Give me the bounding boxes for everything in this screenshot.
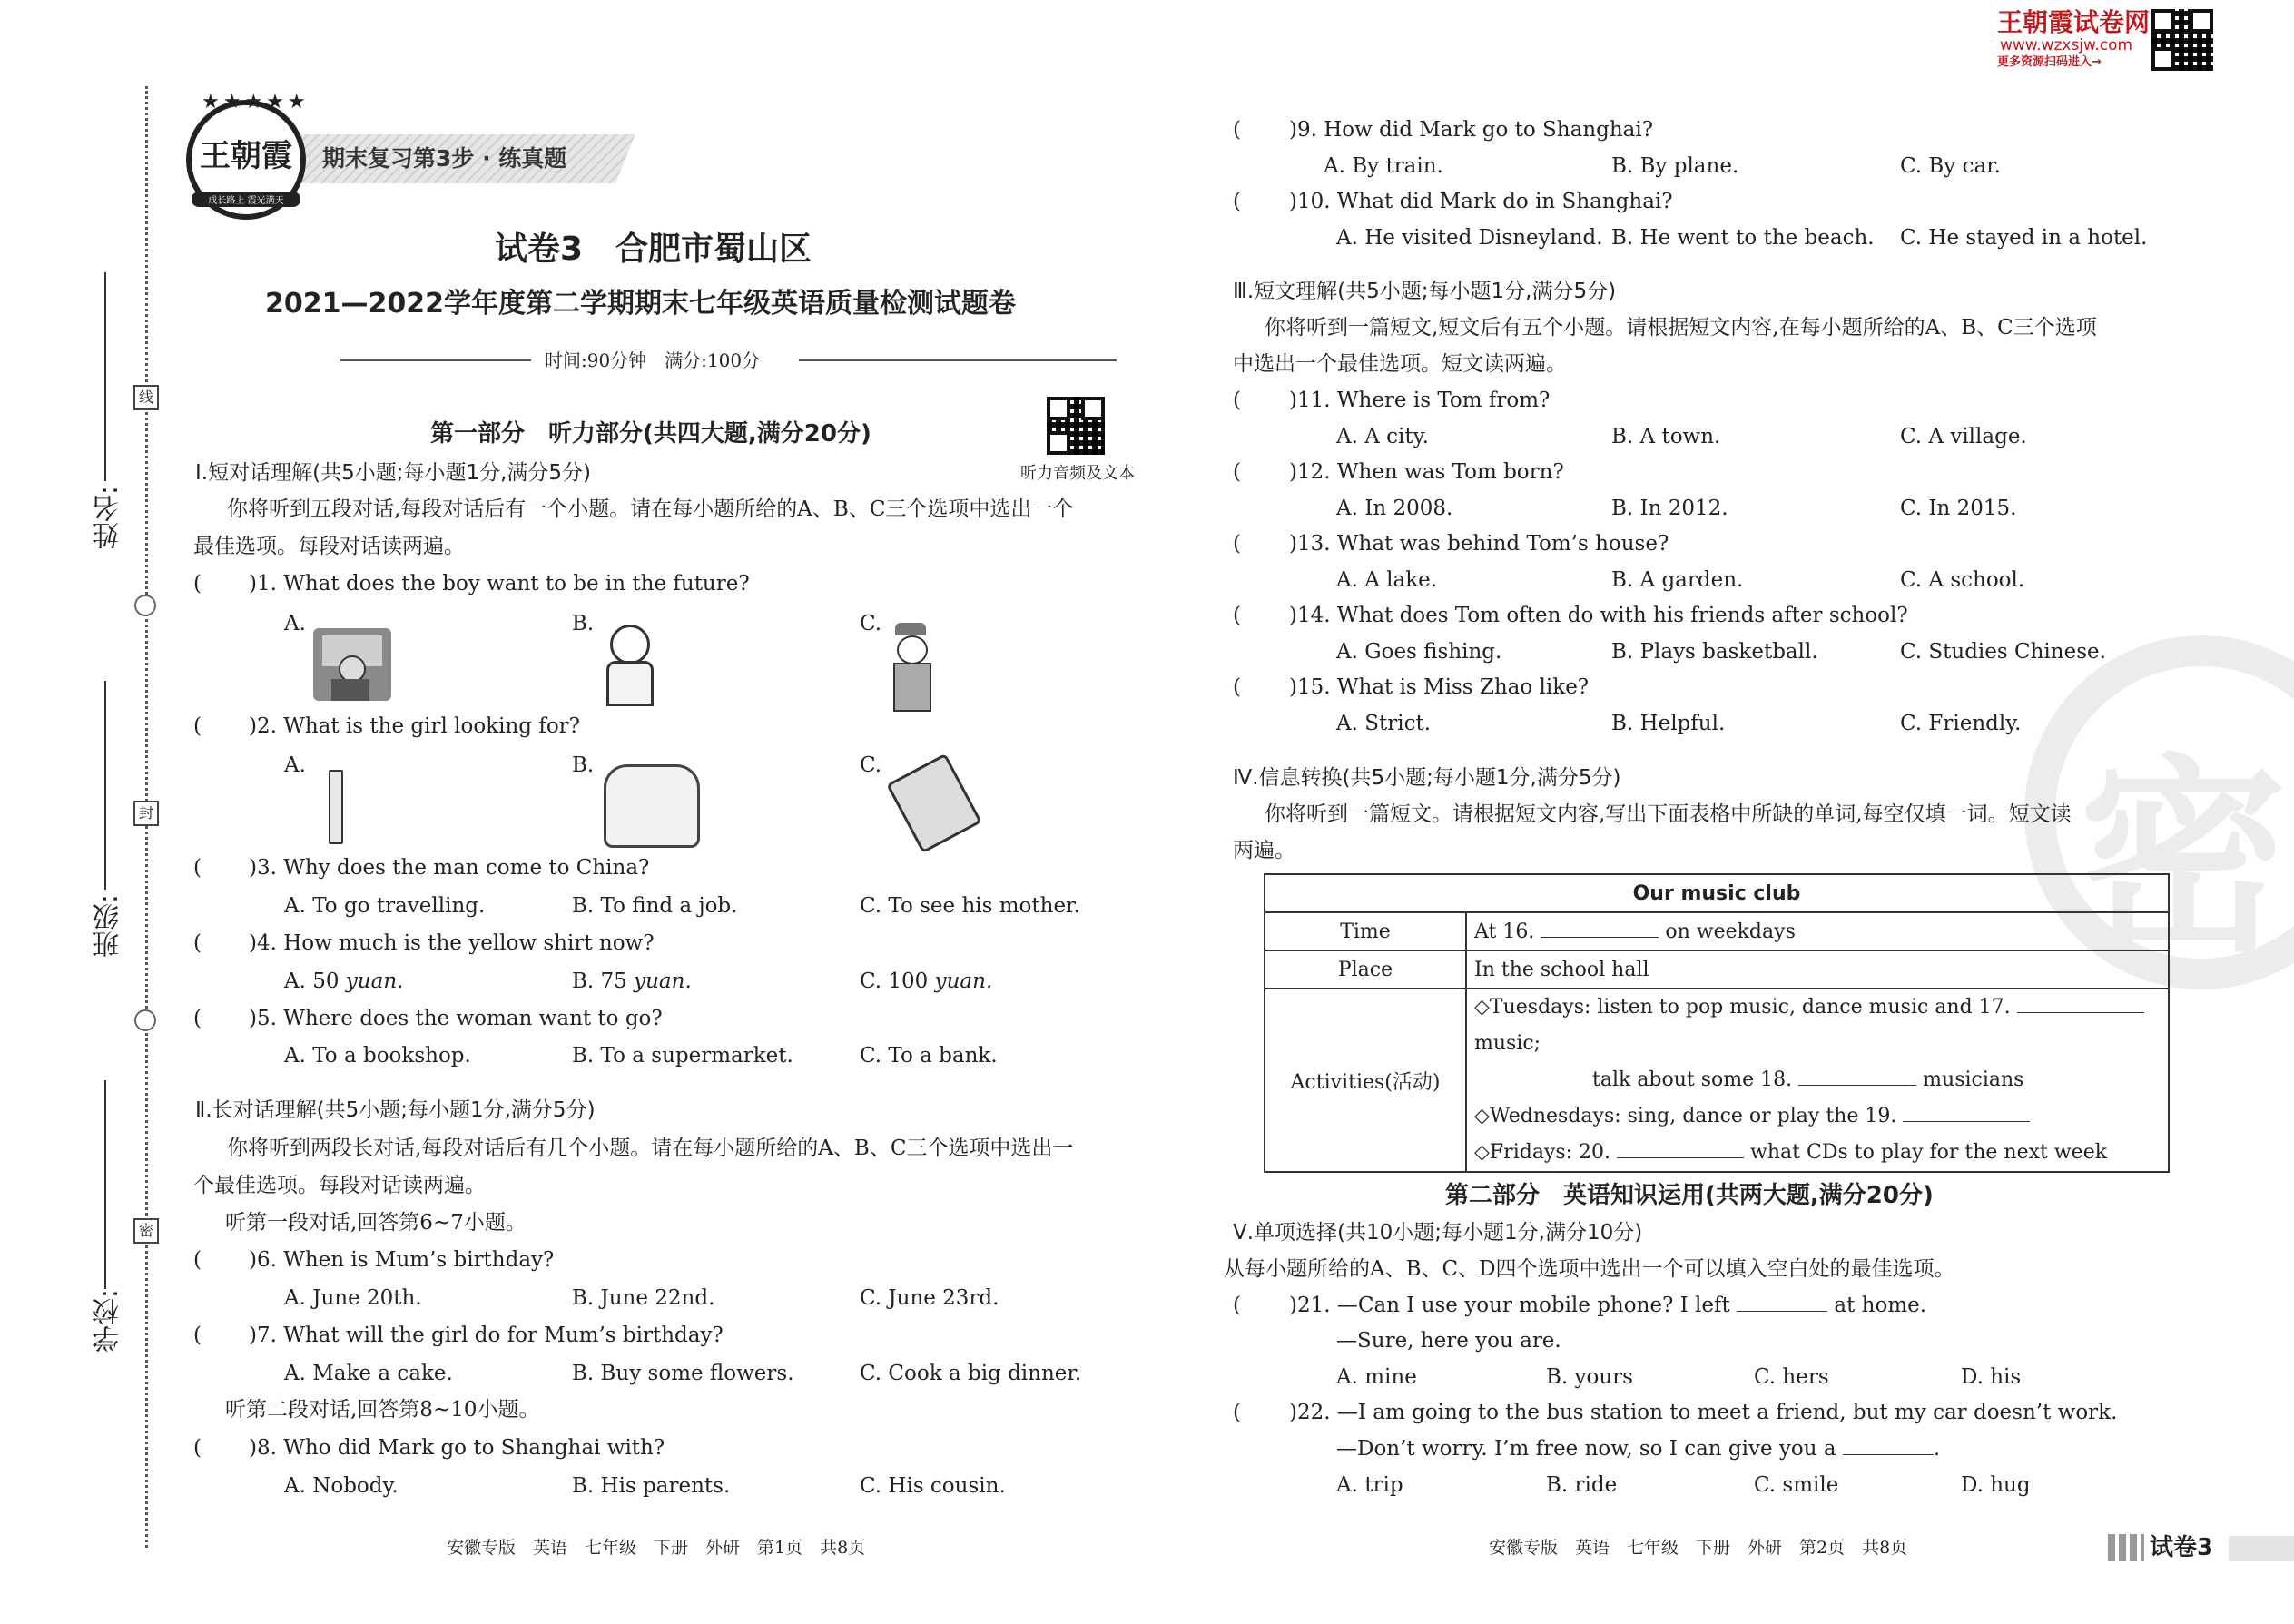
option-c-value: C. 100 (860, 969, 929, 993)
eraser-picture[interactable] (886, 753, 982, 854)
option-c[interactable]: C. A village. (1900, 425, 2027, 448)
option-a[interactable]: A. Goes fishing. (1336, 640, 1502, 664)
question-1: )1. What does the boy want to be in the future? (249, 572, 750, 595)
option-a[interactable]: A. (284, 612, 306, 635)
section2-instruction: 你将听到两段长对话,每段对话后有几个小题。请在每小题所给的A、B、C三个选项中选出一 (227, 1137, 1074, 1160)
qr-corner (1047, 397, 1070, 420)
question-2: )2. What is the girl looking for? (249, 714, 581, 738)
option-b[interactable]: B. A town. (1611, 425, 1721, 448)
qr-corner (2190, 9, 2213, 33)
section2-instruction: 个最佳选项。每段对话读两遍。 (193, 1174, 486, 1197)
brand-slogan: 更多资源扫码进入→ (1997, 55, 2102, 69)
part1-title: 第一部分 听力部分(共四大题,满分20分) (430, 420, 871, 448)
meta-rule-left (340, 359, 531, 361)
option-b[interactable]: B. yours (1546, 1365, 1633, 1389)
answer-paren[interactable]: ( (193, 572, 202, 595)
question-22-reply (1336, 1435, 1940, 1462)
answer-paren[interactable]: ( (1233, 675, 1241, 699)
dialogue1-note: 听第一段对话,回答第6~7小题。 (225, 1211, 527, 1235)
option-c[interactable]: C. He stayed in a hotel. (1900, 226, 2148, 250)
answer-paren[interactable]: ( (193, 931, 202, 955)
currency-unit: yuan. (634, 969, 692, 993)
answer-paren[interactable]: ( (1233, 190, 1241, 213)
option-a[interactable]: A. By train. (1324, 154, 1443, 178)
option-c[interactable]: C. His cousin. (860, 1474, 1006, 1498)
name-write-line (104, 272, 106, 481)
option-a[interactable]: A. In 2008. (1336, 497, 1453, 520)
question-22-reply-end: . (1933, 1437, 1941, 1461)
option-a[interactable]: A. A city. (1336, 425, 1429, 448)
pencil-picture[interactable] (329, 770, 343, 844)
question-5: )5. Where does the woman want to go? (249, 1007, 663, 1030)
question-12: )12. When was Tom born? (1289, 460, 1564, 484)
option-a[interactable]: A. June 20th. (284, 1286, 422, 1310)
option-b[interactable]: B. Buy some flowers. (572, 1362, 794, 1385)
answer-paren[interactable]: ( (193, 1436, 202, 1460)
question-21-stem: )21. —Can I use your mobile phone? I left (1289, 1294, 1730, 1317)
answer-paren[interactable]: ( (1233, 1401, 1241, 1424)
option-c[interactable]: C. June 23rd. (860, 1286, 999, 1310)
option-c[interactable]: C. Friendly. (1900, 712, 2022, 735)
option-b[interactable]: B. His parents. (572, 1474, 731, 1498)
option-a[interactable]: A. (284, 753, 306, 777)
question-13: )13. What was behind Tom’s house? (1289, 532, 1669, 556)
option-a[interactable]: A. He visited Disneyland. (1336, 226, 1603, 250)
footer-right: 安徽专版 英语 七年级 下册 外研 第2页 共8页 (1489, 1538, 1908, 1558)
question-21 (1289, 1292, 1926, 1319)
logo-text: 王朝霞 (200, 138, 292, 174)
option-b[interactable]: B. To a supermarket. (572, 1044, 793, 1068)
option-c[interactable]: C. hers (1754, 1365, 1829, 1389)
option-c[interactable]: C. To see his mother. (860, 894, 1080, 918)
option-a[interactable]: A. Make a cake. (284, 1362, 453, 1385)
activity-talk: talk about some 18. (1592, 1068, 1793, 1091)
answer-paren[interactable]: ( (1233, 460, 1241, 484)
binding-hole (134, 595, 156, 616)
activities-cell (1466, 989, 2169, 1172)
schoolbag-picture[interactable] (604, 764, 700, 848)
seal-mark-line: 线 (133, 385, 159, 410)
class-label: 班级: (93, 894, 124, 959)
answer-paren[interactable]: ( (1233, 389, 1241, 412)
question-14: )14. What does Tom often do with his friends after school? (1289, 604, 1908, 627)
answer-paren[interactable]: ( (193, 856, 202, 880)
question-6: )6. When is Mum’s birthday? (249, 1248, 555, 1272)
activity-friday: ◇Fridays: 20. (1474, 1141, 1611, 1164)
option-b-value: B. 75 (572, 969, 627, 993)
question-22-reply-text: —Don’t worry. I’m free now, so I can give you a (1336, 1437, 1836, 1461)
option-a[interactable]: A. To a bookshop. (284, 1044, 471, 1068)
option-b[interactable]: B. June 22nd. (572, 1286, 715, 1310)
option-a[interactable]: A. trip (1336, 1473, 1403, 1497)
option-b[interactable]: B. Helpful. (1611, 712, 1726, 735)
answer-paren[interactable]: ( (193, 1248, 202, 1272)
section2-title: Ⅱ.长对话理解(共5小题;每小题1分,满分5分) (195, 1098, 596, 1122)
question-15: )15. What is Miss Zhao like? (1289, 675, 1590, 699)
option-b[interactable]: B. (572, 612, 595, 635)
footer-tag-pattern (2108, 1534, 2144, 1561)
footer-paper-tag: 试卷3 (2150, 1534, 2214, 1561)
option-a[interactable]: A. mine (1336, 1365, 1417, 1389)
blank-16[interactable] (1541, 937, 1659, 938)
time-label: Time (1265, 912, 1466, 950)
logo-stars-icon: ★★★★★ (202, 91, 310, 113)
footer-left: 安徽专版 英语 七年级 下册 外研 第1页 共8页 (447, 1538, 866, 1558)
option-c[interactable]: C. In 2015. (1900, 497, 2017, 520)
option-c[interactable]: C. (860, 753, 882, 777)
section5-instruction: 从每小题所给的A、B、C、D四个选项中选出一个可以填入空白处的最佳选项。 (1224, 1257, 1955, 1281)
question-4: )4. How much is the yellow shirt now? (249, 931, 655, 955)
option-b[interactable]: B. ride (1546, 1473, 1618, 1497)
option-b[interactable] (572, 968, 692, 995)
question-10: )10. What did Mark do in Shanghai? (1289, 190, 1673, 213)
binding-hole (134, 1009, 156, 1031)
brand-name[interactable]: 王朝霞试卷网 (1997, 7, 2151, 37)
option-c[interactable]: C. Studies Chinese. (1900, 640, 2106, 664)
footer-tag-bar (2229, 1536, 2294, 1561)
music-club-table (1264, 873, 2170, 1173)
option-c[interactable]: C. smile (1754, 1473, 1839, 1497)
section4-title: Ⅳ.信息转换(共5小题;每小题1分,满分5分) (1233, 766, 1621, 790)
name-label: 姓名: (93, 486, 124, 550)
activities-label: Activities(活动) (1265, 989, 1466, 1172)
option-a-value: A. 50 (284, 969, 340, 993)
activity-talk-end: musicians (1923, 1068, 2024, 1091)
place-label: Place (1265, 950, 1466, 989)
section1-title: Ⅰ.短对话理解(共5小题;每小题1分,满分5分) (195, 461, 592, 485)
question-7: )7. What will the girl do for Mum’s birthday? (249, 1324, 724, 1347)
question-21-end: at home. (1834, 1294, 1927, 1317)
brand-url[interactable]: www.wzxsjw.com (2000, 36, 2133, 54)
answer-paren[interactable]: ( (1233, 604, 1241, 627)
option-c[interactable] (860, 968, 992, 995)
answer-paren[interactable]: ( (1233, 532, 1241, 556)
answer-paren[interactable]: ( (1233, 1294, 1241, 1317)
answer-paren[interactable]: ( (1233, 118, 1241, 142)
section4-instruction: 你将听到一篇短文。请根据短文内容,写出下面表格中所缺的单词,每空仅填一词。短文读 (1265, 802, 2072, 826)
question-9: )9. How did Mark go to Shanghai? (1289, 118, 1654, 142)
place-value: In the school hall (1466, 950, 2169, 989)
question-3: )3. Why does the man come to China? (249, 856, 650, 880)
logo-motto: 成长路上 霞光满天 (192, 192, 300, 207)
paper-subtitle: 2021—2022学年度第二学期期末七年级英语质量检测试题卷 (265, 288, 1016, 320)
exam-meta: 时间:90分钟 满分:100分 (545, 349, 761, 371)
section5-title: Ⅴ.单项选择(共10小题;每小题1分,满分10分) (1233, 1221, 1643, 1245)
question-8: )8. Who did Mark go to Shanghai with? (249, 1436, 665, 1460)
option-c[interactable]: C. By car. (1900, 154, 2001, 178)
question-11: )11. Where is Tom from? (1289, 389, 1551, 412)
table-title: Our music club (1265, 874, 2169, 912)
teacher-picture[interactable] (313, 628, 391, 701)
blank-22[interactable] (1843, 1454, 1934, 1455)
currency-unit: yuan. (934, 969, 993, 993)
option-d[interactable]: D. hug (1961, 1473, 2031, 1497)
blank-18[interactable] (1798, 1085, 1916, 1086)
qr-corner (1081, 397, 1105, 420)
section1-instruction: 最佳选项。每段对话读两遍。 (193, 535, 465, 558)
school-label: 学校: (93, 1289, 124, 1353)
option-c[interactable]: C. To a bank. (860, 1044, 998, 1068)
option-a[interactable] (284, 968, 403, 995)
section4-instruction: 两遍。 (1233, 839, 1295, 862)
section1-instruction: 你将听到五段对话,每段对话后有一个小题。请在每小题所给的A、B、C三个选项中选出一个 (227, 497, 1074, 521)
time-prefix: At 16. (1474, 920, 1535, 943)
option-b[interactable]: B. Plays basketball. (1611, 640, 1818, 664)
qr-corner (2151, 47, 2175, 71)
section3-instruction: 中选出一个最佳选项。短文读两遍。 (1233, 352, 1567, 376)
part2-title: 第二部分 英语知识运用(共两大题,满分20分) (1445, 1182, 1934, 1209)
activity-tuesday: ◇Tuesdays: listen to pop music, dance music and 17. (1474, 996, 2011, 1019)
option-c[interactable]: C. A school. (1900, 568, 2025, 592)
seal-mark-seal: 封 (133, 801, 159, 826)
paper-title: 试卷3 合肥市蜀山区 (495, 231, 812, 268)
option-b[interactable]: B. A garden. (1611, 568, 1744, 592)
question-21-reply: —Sure, here you are. (1336, 1329, 1561, 1353)
seal-mark-secret: 密 (133, 1218, 159, 1244)
meta-rule-right (799, 359, 1117, 361)
time-cell (1466, 912, 2169, 950)
question-22: )22. —I am going to the bus station to meet a friend, but my car doesn’t work. (1289, 1401, 2118, 1424)
policeman-picture[interactable] (888, 623, 933, 710)
option-c[interactable]: C. Cook a big dinner. (860, 1362, 1082, 1385)
option-b[interactable]: B. In 2012. (1611, 497, 1728, 520)
qr-corner (2151, 9, 2175, 33)
option-a[interactable]: A. Strict. (1336, 712, 1432, 735)
option-a[interactable]: A. A lake. (1336, 568, 1438, 592)
boy-reading-picture[interactable] (599, 625, 657, 706)
option-b[interactable]: B. He went to the beach. (1611, 226, 1875, 250)
blank-20[interactable] (1617, 1157, 1744, 1158)
school-write-line (104, 1080, 106, 1289)
option-a[interactable]: A. To go travelling. (284, 894, 486, 918)
option-b[interactable]: B. To find a job. (572, 894, 738, 918)
blank-21[interactable] (1737, 1311, 1827, 1312)
blank-17[interactable] (2017, 1012, 2144, 1013)
answer-paren[interactable]: ( (193, 714, 202, 738)
blank-19[interactable] (1903, 1121, 2030, 1122)
class-write-line (104, 681, 106, 890)
qr-caption: 听力音频及文本 (1020, 464, 1135, 483)
time-suffix: on weekdays (1665, 920, 1796, 943)
qr-corner (1047, 431, 1070, 455)
section3-instruction: 你将听到一篇短文,短文后有五个小题。请根据短文内容,在每小题所给的A、B、C三个选项 (1265, 316, 2097, 340)
option-d[interactable]: D. his (1961, 1365, 2022, 1389)
activity-tuesday-end: music; (1474, 1032, 1541, 1055)
activity-wednesday: ◇Wednesdays: sing, dance or play the 19. (1474, 1105, 1897, 1127)
dialogue2-note: 听第二段对话,回答第8~10小题。 (225, 1398, 540, 1422)
brand-logo (186, 100, 306, 220)
option-b[interactable]: B. By plane. (1611, 154, 1739, 178)
option-b[interactable]: B. (572, 753, 595, 777)
section3-title: Ⅲ.短文理解(共5小题;每小题1分,满分5分) (1233, 280, 1617, 303)
answer-paren[interactable]: ( (193, 1324, 202, 1347)
activity-friday-end: what CDs to play for the next week (1750, 1141, 2108, 1164)
watermark-seal-char: 密 (2079, 738, 2289, 980)
currency-unit: yuan. (345, 969, 404, 993)
banner-text: 期末复习第3步 · 练真题 (322, 145, 567, 172)
option-c[interactable]: C. (860, 612, 882, 635)
option-a[interactable]: A. Nobody. (284, 1474, 399, 1498)
answer-paren[interactable]: ( (193, 1007, 202, 1030)
